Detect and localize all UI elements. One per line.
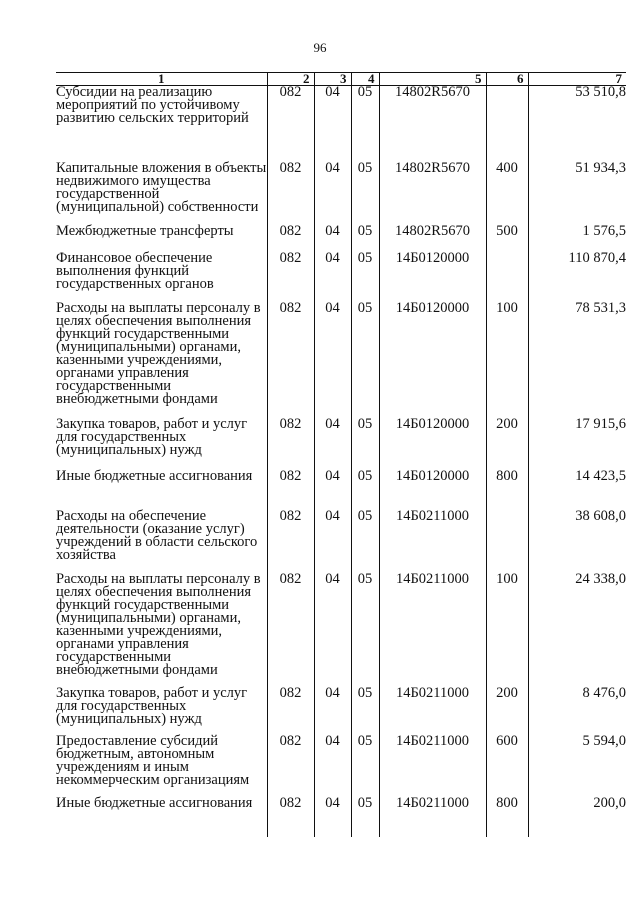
table-row [56, 687, 626, 735]
row-code-5: 14Б0120000 [379, 470, 486, 510]
row-code-6: 200 [486, 418, 528, 470]
row-code-4: 05 [351, 510, 379, 573]
table-row [56, 252, 626, 302]
row-code-4: 05 [351, 162, 379, 225]
table-row [56, 573, 626, 687]
row-code-2: 082 [267, 302, 314, 418]
row-name: Расходы на обеспечение деятельности (оказание услуг) учреждений в области сельского хозяйства [56, 507, 258, 563]
row-code-3: 04 [314, 573, 351, 687]
header-col-3: 3 [314, 73, 351, 86]
row-code-2: 082 [267, 735, 314, 797]
row-code-6: 400 [486, 162, 528, 225]
row-code-4: 05 [351, 470, 379, 510]
row-sum: 8 476,0 [528, 687, 626, 735]
row-code-4: 05 [351, 418, 379, 470]
budget-table [56, 72, 626, 837]
row-code-6: 100 [486, 302, 528, 418]
row-name: Субсидии на реализацию мероприятий по устойчивому развитию сельских территорий [56, 84, 249, 126]
header-col-1: 1 [56, 73, 267, 86]
row-sum: 1 576,5 [528, 225, 626, 252]
row-code-6: 600 [486, 735, 528, 797]
row-code-2: 082 [267, 162, 314, 225]
row-sum: 17 915,6 [528, 418, 626, 470]
row-code-6 [486, 86, 528, 162]
row-code-3: 04 [314, 86, 351, 162]
row-code-5: 14Б0211000 [379, 510, 486, 573]
table-row [56, 225, 626, 252]
row-code-3: 04 [314, 510, 351, 573]
row-name: Предоставление субсидий бюджетным, автономным учреждениям и иным некоммерческим организациям [56, 732, 250, 788]
row-code-3: 04 [314, 162, 351, 225]
row-name: Капитальные вложения в объекты недвижимого имущества государственной (муниципальной) собственности [56, 159, 267, 215]
row-code-4: 05 [351, 735, 379, 797]
row-name: Расходы на выплаты персоналу в целях обеспечения выполнения функций государственными (муниципальными) органами, казенными учреждениями, органами управления государственными внебюджетными фондами [56, 570, 261, 678]
row-code-2: 082 [267, 252, 314, 302]
row-sum: 38 608,0 [528, 510, 626, 573]
row-code-4: 05 [351, 252, 379, 302]
table-row [56, 162, 626, 225]
row-sum: 200,0 [528, 797, 626, 837]
row-name: Финансовое обеспечение выполнения функций государственных органов [56, 249, 214, 292]
row-code-4: 05 [351, 225, 379, 252]
table-row [56, 510, 626, 573]
row-code-5: 14Б0120000 [379, 302, 486, 418]
row-sum: 51 934,3 [528, 162, 626, 225]
table-row [56, 86, 626, 162]
row-sum: 78 531,3 [528, 302, 626, 418]
row-code-6 [486, 252, 528, 302]
row-code-2: 082 [267, 225, 314, 252]
row-name: Закупка товаров, работ и услуг для государственных (муниципальных) нужд [56, 415, 248, 458]
row-sum: 24 338,0 [528, 573, 626, 687]
row-code-3: 04 [314, 225, 351, 252]
row-code-2: 082 [267, 573, 314, 687]
table-row [56, 797, 626, 837]
row-code-3: 04 [314, 470, 351, 510]
header-col-4: 4 [351, 73, 379, 86]
row-code-3: 04 [314, 252, 351, 302]
row-code-4: 05 [351, 573, 379, 687]
row-code-4: 05 [351, 797, 379, 837]
row-code-5: 14802R5670 [379, 225, 486, 252]
table-row [56, 418, 626, 470]
row-code-5: 14Б0211000 [379, 573, 486, 687]
row-code-5: 14802R5670 [379, 162, 486, 225]
row-code-6: 200 [486, 687, 528, 735]
row-code-4: 05 [351, 86, 379, 162]
row-sum: 5 594,0 [528, 735, 626, 797]
row-sum: 110 870,4 [528, 252, 626, 302]
row-code-2: 082 [267, 797, 314, 837]
row-code-2: 082 [267, 687, 314, 735]
table-row [56, 302, 626, 418]
table-row [56, 470, 626, 510]
row-code-3: 04 [314, 418, 351, 470]
row-code-6: 800 [486, 797, 528, 837]
row-name: Иные бюджетные ассигнования [56, 467, 253, 484]
row-code-2: 082 [267, 86, 314, 162]
row-code-4: 05 [351, 687, 379, 735]
row-name: Расходы на выплаты персоналу в целях обеспечения выполнения функций государственными (муниципальными) органами, казенными учреждениями, органами управления государственными внебюджетными фондами [56, 299, 261, 407]
table-row [56, 735, 626, 797]
row-code-5: 14Б0211000 [379, 797, 486, 837]
header-col-7: 7 [528, 73, 626, 86]
row-code-2: 082 [267, 418, 314, 470]
row-code-2: 082 [267, 510, 314, 573]
row-code-5: 14Б0120000 [379, 418, 486, 470]
row-code-5: 14Б0120000 [379, 252, 486, 302]
row-code-3: 04 [314, 735, 351, 797]
row-code-3: 04 [314, 687, 351, 735]
row-code-3: 04 [314, 797, 351, 837]
row-sum: 53 510,8 [528, 86, 626, 162]
row-code-5: 14Б0211000 [379, 687, 486, 735]
row-code-4: 05 [351, 302, 379, 418]
row-code-2: 082 [267, 470, 314, 510]
row-code-6: 800 [486, 470, 528, 510]
header-col-2: 2 [267, 73, 314, 86]
row-name: Иные бюджетные ассигнования [56, 794, 253, 811]
row-sum: 14 423,5 [528, 470, 626, 510]
row-code-6: 100 [486, 573, 528, 687]
row-name: Закупка товаров, работ и услуг для государственных (муниципальных) нужд [56, 684, 248, 727]
row-name: Межбюджетные трансферты [56, 222, 234, 239]
header-col-5: 5 [379, 73, 486, 86]
row-code-6: 500 [486, 225, 528, 252]
row-code-6 [486, 510, 528, 573]
row-code-5: 14802R5670 [379, 86, 486, 162]
row-code-5: 14Б0211000 [379, 735, 486, 797]
row-code-3: 04 [314, 302, 351, 418]
page-number: 96 [313, 40, 327, 55]
header-col-6: 6 [486, 73, 528, 86]
